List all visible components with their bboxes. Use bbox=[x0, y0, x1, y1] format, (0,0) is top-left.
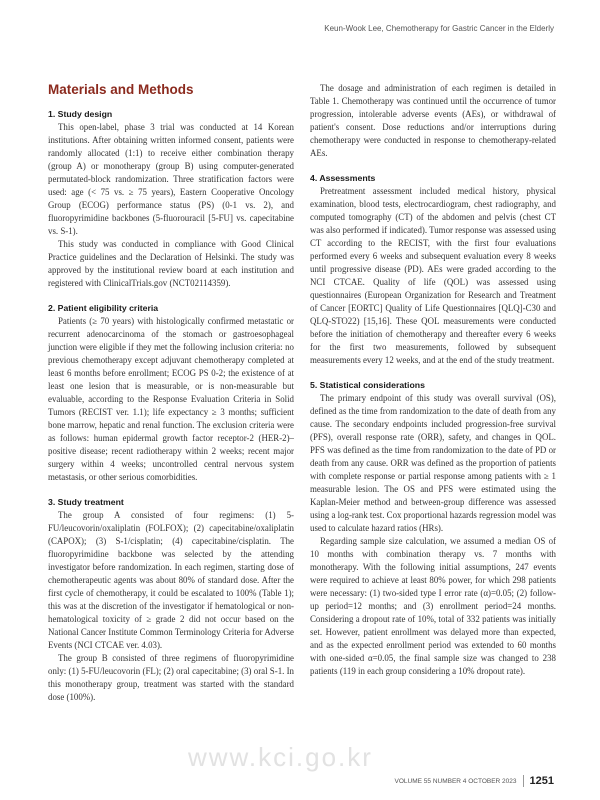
study-design-paragraph-1: This open-label, phase 3 trial was conducted at 14 Korean institutions. After obtaining written informed consent, patients were randomly allocated (1:1) to receive either combination therapy (group A) or monotherapy (group B) using computer-generated permutated-block randomization. Three stratification factors were used: age (< 75 vs. ≥ 75 years), Eastern Cooperative Oncology Group (ECOG) performance status (PS) (0-1 vs. 2), and fluoropyrimidine backbones (5-fluorouracil [5-FU] vs. capecitabine vs. S-1). bbox=[48, 122, 294, 236]
treatment-paragraph-2: The group B consisted of three regimens of fluoropyrimidine only: (1) 5-FU/leucovorin (FL); (2) oral capecitabine; (3) oral S-1. In this monotherapy group, treatment was started with the standard dose (100%). bbox=[48, 653, 294, 702]
assessments-heading: 4. Assessments bbox=[310, 173, 376, 183]
watermark: www.kci.go.kr bbox=[188, 742, 373, 772]
running-head: Keun-Wook Lee, Chemotherapy for Gastric Cancer in the Elderly bbox=[324, 24, 554, 33]
eligibility-paragraph: Patients (≥ 70 years) with histologically confirmed metastatic or recurrent adenocarcinoma of the stomach or gastroesophageal junction were eligible if they met the following inclusion criteria: no previous chemotherapy except adjuvant chemotherapy completed at least 6 months before enrollment; ECOG PS 0-2; the existence of at least one lesion that is measurable, or is non-measurable but evaluable, according to the Response Evaluation Criteria in Solid Tumors (RECIST ver. 1.1); life expectancy ≥ 3 months; sufficient bone marrow, hepatic and renal function. The exclusion criteria were as follows: human epidermal growth factor receptor-2 (HER-2)–positive disease; recent radiotherapy within 2 weeks; recent major surgery within 4 weeks; uncontrolled central nervous system metastasis, or other serious comorbidities. bbox=[48, 316, 294, 482]
treatment-paragraph-1: The group A consisted of four regimens: (1) 5-FU/leucovorin/oxaliplatin (FOLFOX); (2) capecitabine/oxaliplatin (CAPOX); (3) S-1/cisplatin; (4) capecitabine/cisplatin. The fluoropyrimidine backbone was selected by the attending investigator before randomization. In each regimen, starting dose of chemotherapeutic agents was about 80% of standard dose. After the first cycle of chemotherapy, it could be escalated to 100% (Table 1); this was at the discretion of the investigator if hematological or non-hematological toxicity of ≥ grade 2 did not occur based on the National Cancer Institute Common Terminology Criteria for Adverse Events (NCI CTCAE ver. 4.03). bbox=[48, 510, 294, 650]
page-footer bbox=[395, 775, 554, 787]
section-title: Materials and Methods bbox=[48, 82, 194, 97]
statistics-heading: 5. Statistical considerations bbox=[310, 380, 425, 390]
footer-divider bbox=[523, 775, 524, 787]
left-column bbox=[48, 108, 294, 704]
treatment-heading: 3. Study treatment bbox=[48, 497, 124, 507]
right-column bbox=[310, 82, 556, 678]
journal-issue: VOLUME 55 NUMBER 4 OCTOBER 2023 bbox=[394, 777, 517, 785]
assessments-paragraph: Pretreatment assessment included medical history, physical examination, blood tests, electrocardiogram, chest radiography, and computed tomography (CT) of the abdomen and pelvis (chest CT was also performed if indicated). Tumor response was assessed using CT according to the RECIST, with the first four evaluations performed every 6 weeks and subsequent evaluation every 8 weeks until progressive disease (PD). AEs were graded according to the NCI CTCAE. Quality of life (QOL) was assessed using questionnaires (European Organization for Research and Treatment of Cancer [EORTC] Quality of Life Questionnaires [QLQ]-C30 and QLQ-STO22) [15,16]. These QOL measurements were conducted before the initiation of chemotherapy and thereafter every 6 weeks for the first two measurements, followed by subsequent measurements every 12 weeks, and at the end of the study treatment. bbox=[310, 186, 556, 365]
treatment-paragraph-3: The dosage and administration of each regimen is detailed in Table 1. Chemotherapy was continued until the occurrence of tumor progression, intolerable adverse events (AEs), or withdrawal of patient's consent. Dose reductions and/or interruptions during chemotherapy were conducted in response to chemotherapy-related AEs. bbox=[310, 83, 556, 158]
eligibility-heading: 2. Patient eligibility criteria bbox=[48, 303, 159, 313]
statistics-paragraph-1: The primary endpoint of this study was overall survival (OS), defined as the time from randomization to the date of death from any cause. The secondary endpoints included progression-free survival (PFS), overall response rate (ORR), safety, and changes in QOL. PFS was defined as the time from randomization to the date of PD or death from any cause. ORR was defined as the proportion of patients with complete response or partial response among patients with ≥ 1 measurable lesion. The OS and PFS were estimated using the Kaplan-Meier method and between-group difference was assessed using a log-rank test. Cox proportional hazards regression model was used to calculate hazard ratios (HRs). bbox=[310, 393, 556, 533]
study-design-heading: 1. Study design bbox=[48, 109, 113, 119]
statistics-paragraph-2: Regarding sample size calculation, we assumed a median OS of 10 months with combination therapy vs. 7 months with monotherapy. With the following initial assumptions, 247 events were required to achieve at least 80% power, for which 298 patients were necessary: (1) two-sided type I error rate (α)=0.05; (2) follow-up period=12 months; and (3) enrollment period=24 months. Considering a dropout rate of 10%, total of 332 patients was initially set. However, patient enrollment was delayed more than expected, and as the expected enrollment period was extended to 60 months with one-sided α=0.05, the final sample size was changed to 238 patients (119 in each group considering a 10% dropout rate). bbox=[310, 536, 556, 676]
page-number: 1251 bbox=[529, 775, 554, 787]
study-design-paragraph-2: This study was conducted in compliance with Good Clinical Practice guidelines and the Declaration of Helsinki. The study was approved by the institutional review board at each institution and registered with ClinicalTrials.gov (NCT02114359). bbox=[48, 239, 294, 288]
